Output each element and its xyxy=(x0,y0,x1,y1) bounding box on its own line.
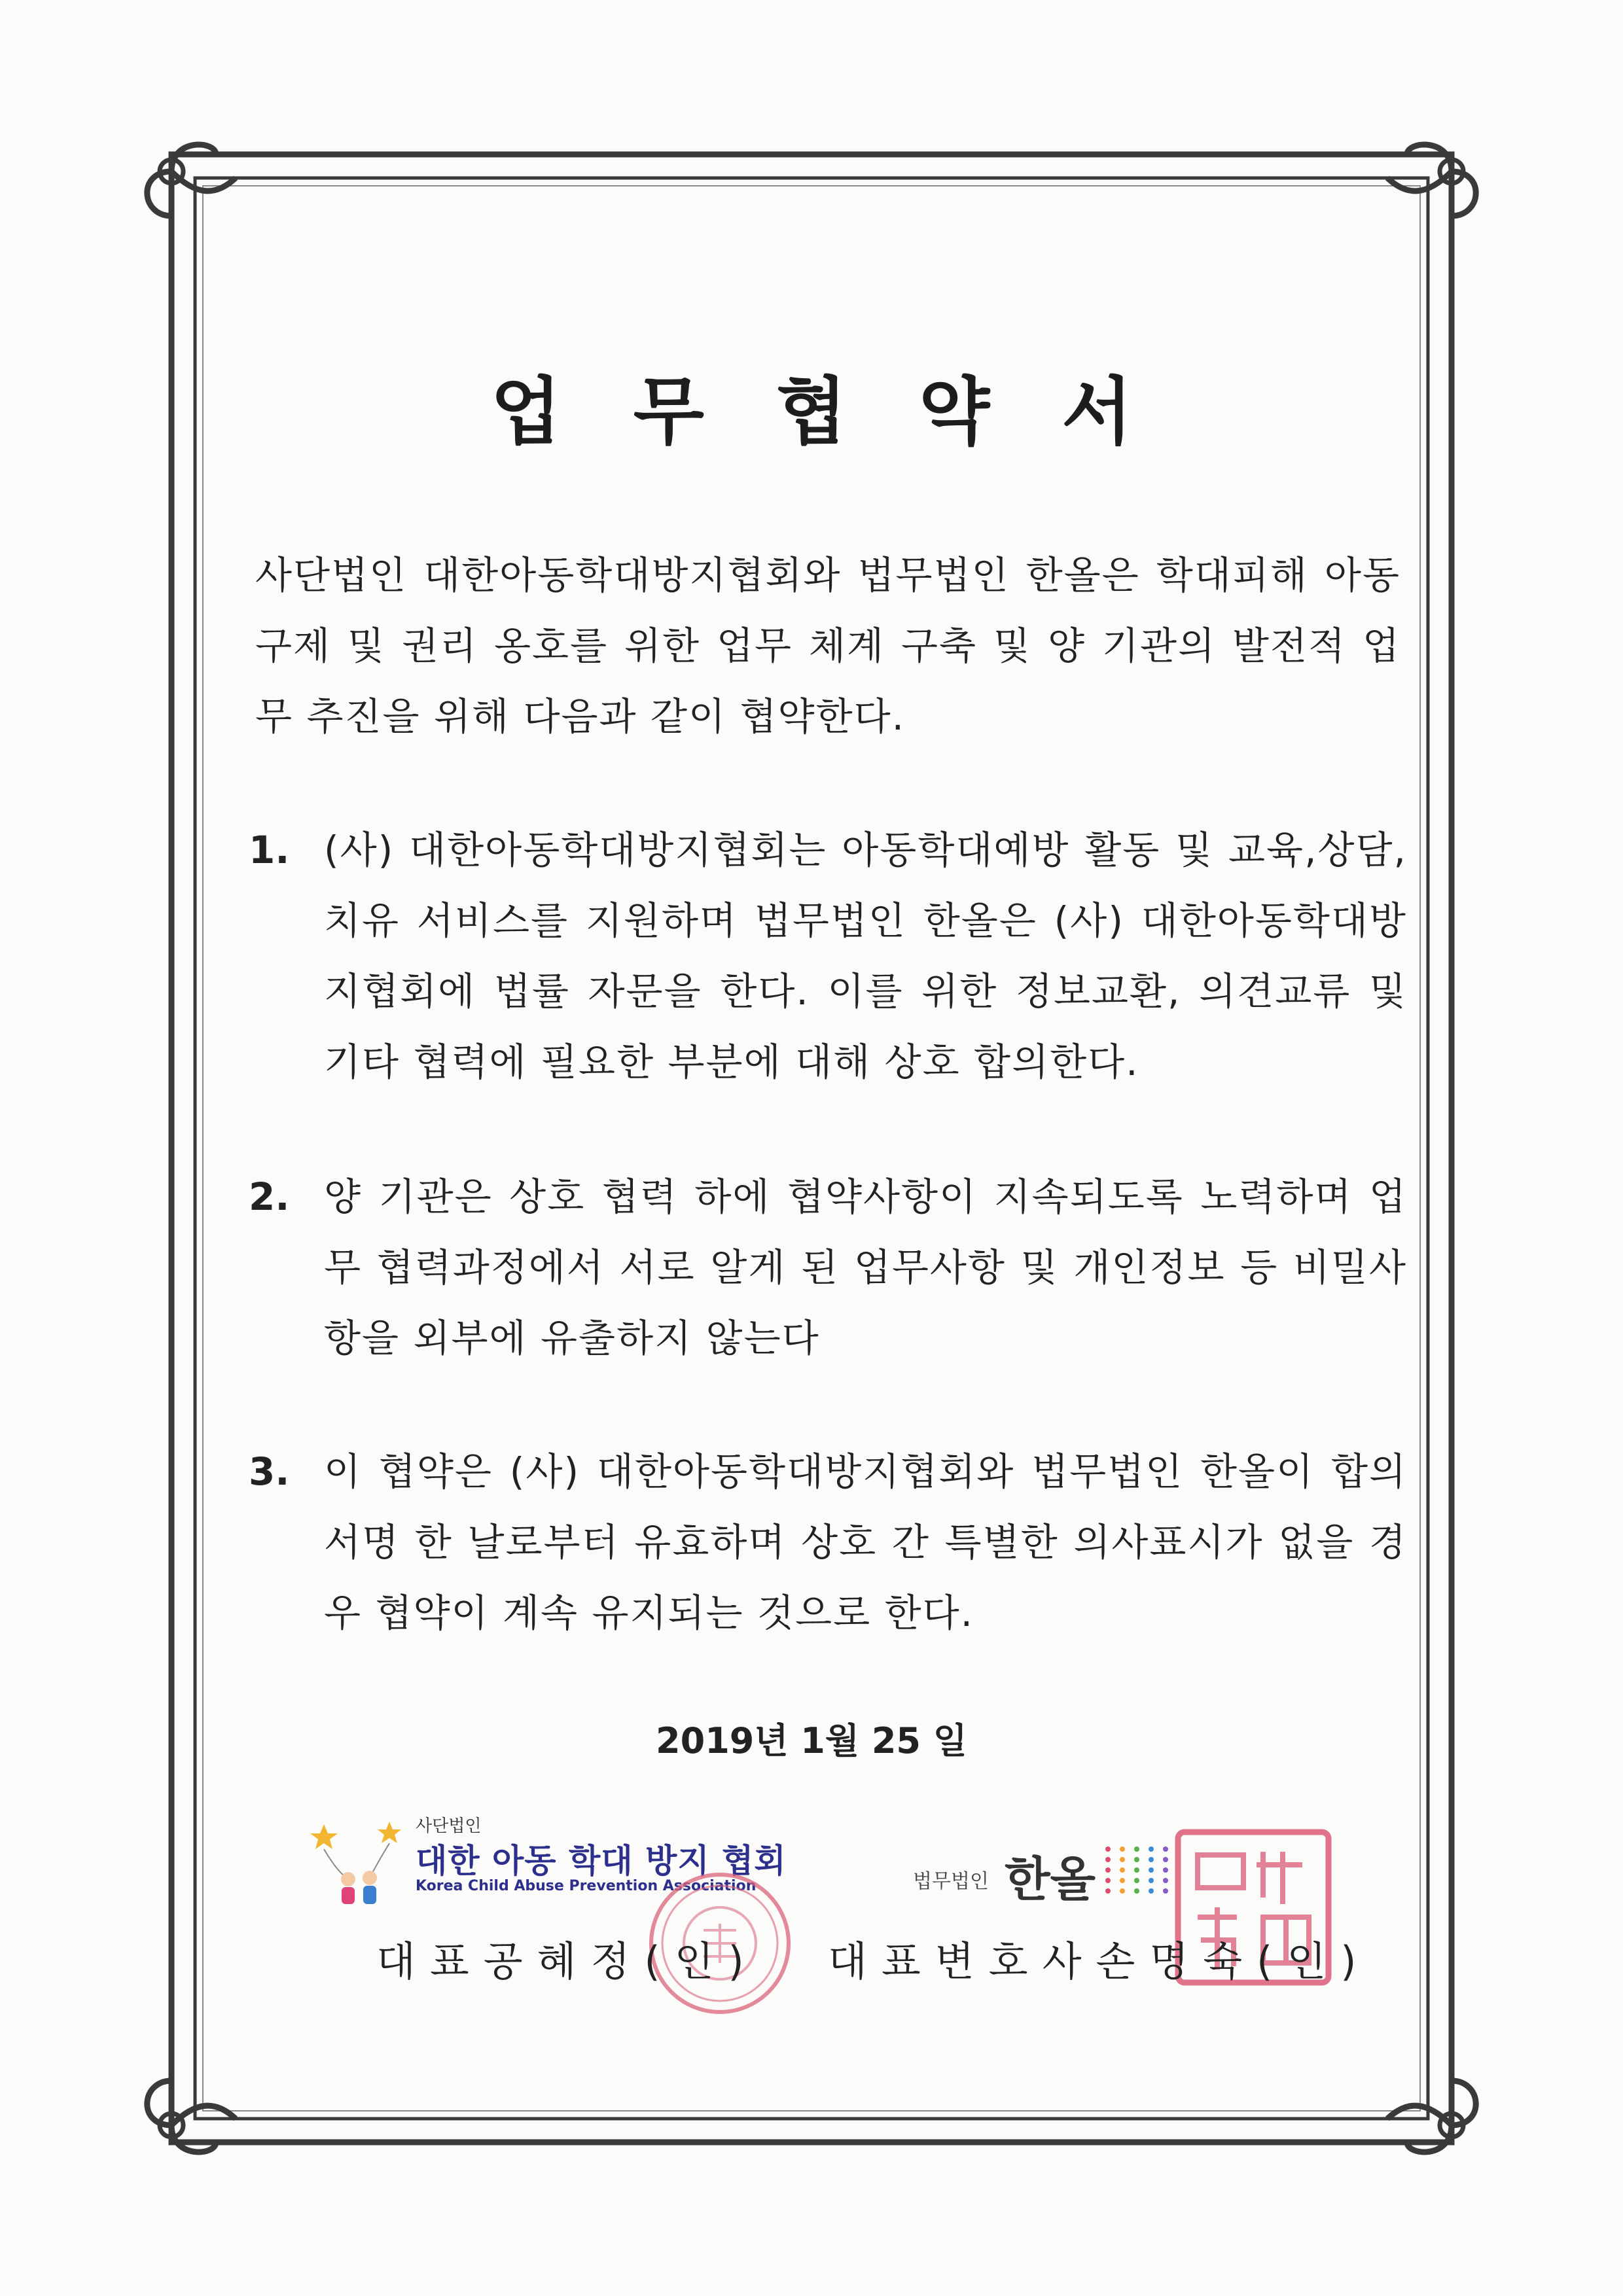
document-title: 업무협약서 xyxy=(490,370,1205,455)
clause-number: 3. xyxy=(249,1449,290,1494)
logo-main-text: 한올 xyxy=(1005,1852,1096,1907)
signature-left: 대표공혜정(인) xyxy=(376,1937,758,1985)
dot-pattern-icon xyxy=(1103,1844,1175,1896)
logo-english-text: Korea Child Abuse Prevention Association xyxy=(416,1878,757,1894)
clause-1 xyxy=(249,815,1407,1097)
clause-number: 2. xyxy=(249,1174,290,1219)
clause-3 xyxy=(249,1436,1407,1648)
clause-text: 양 기관은 상호 협력 하에 협약사항이 지속되도록 노력하며 업무 협력과정에서 서로 알게 된 업무사항 및 개인정보 등 비밀사항을 외부에 유출하지 않는다 xyxy=(324,1174,1407,1360)
logo-main-text: 대한 아동 학대 방지 협회 xyxy=(416,1842,787,1880)
logo-small-text: 사단법인 xyxy=(416,1816,482,1836)
logo-small-text: 법무법인 xyxy=(913,1870,989,1893)
children-kite-icon xyxy=(308,1812,412,1917)
clause-number: 1. xyxy=(249,828,290,872)
agreement-date: 2019년 1월 25 일 xyxy=(656,1720,967,1761)
signature-right: 대표변호사손명숙(인) xyxy=(828,1937,1371,1985)
hanol-logo xyxy=(913,1832,1188,1907)
clause-2 xyxy=(249,1161,1407,1373)
clause-text: (사) 대한아동학대방지협회는 아동학대예방 활동 및 교육,상담, 치유 서비스를 지원하며 법무법인 한올은 (사) 대한아동학대방지협회에 법률 자문을 한다. 이를 위한 정보교환, 의견교류 및 기타 협력에 필요한 부분에 대해 상호 합의한다. xyxy=(324,828,1407,1084)
intro-paragraph: 사단법인 대한아동학대방지협회와 법무법인 한올은 학대피해 아동 구제 및 권리 옹호를 위한 업무 체계 구축 및 양 기관의 발전적 업무 추진을 위해 다음과 같이 협약한다. xyxy=(255,553,1400,739)
clause-text: 이 협약은 (사) 대한아동학대방지협회와 법무법인 한올이 합의 서명 한 날로부터 유효하며 상호 간 특별한 의사표시가 없을 경우 협약이 계속 유지되는 것으로 한다. xyxy=(324,1449,1407,1635)
